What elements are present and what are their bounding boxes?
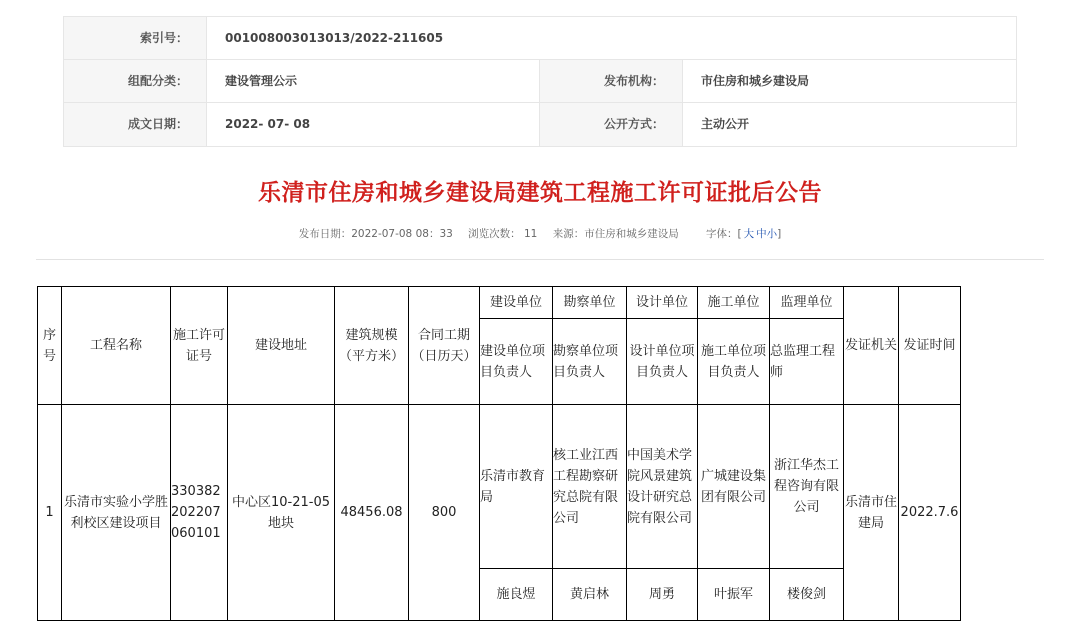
cell-supervisor: 楼俊剑 <box>770 569 844 621</box>
cell-design-lead: 周勇 <box>627 569 698 621</box>
header-design-lead: 设计单位项目负责人 <box>627 319 698 405</box>
header-survey-unit: 勘察单位 <box>553 287 627 319</box>
cell-supervise-unit: 浙江华杰工程咨询有限公司 <box>770 405 844 569</box>
header-scale: 建筑规模（平方米） <box>335 287 409 405</box>
meta-row-category <box>64 60 1016 103</box>
date-value: 2022- 07- 08 <box>207 103 540 146</box>
cell-issue-time: 2022.7.6 <box>899 405 961 621</box>
header-build-unit: 建设单位 <box>480 287 553 319</box>
font-prefix: 字体：[ <box>706 228 742 240</box>
cell-construct-unit: 广城建设集团有限公司 <box>698 405 770 569</box>
category-label: 组配分类： <box>64 60 207 102</box>
category-value: 建设管理公示 <box>207 60 540 102</box>
font-suffix: ] <box>777 228 782 240</box>
publish-date: 发布日期：2022-07-08 08：33 <box>298 228 453 240</box>
cell-address: 中心区10-21-05地块 <box>228 405 335 621</box>
cell-scale: 48456.08 <box>335 405 409 621</box>
header-permit-no: 施工许可证号 <box>171 287 228 405</box>
page-title: 乐清市住房和城乡建设局建筑工程施工许可证批后公告 <box>258 180 822 206</box>
disclosure-label: 公开方式： <box>540 103 683 146</box>
view-count: 浏览次数： 11 <box>468 228 538 240</box>
header-issue-time: 发证时间 <box>899 287 961 405</box>
source: 来源：市住房和城乡建设局 <box>552 228 679 240</box>
cell-build-lead: 施良煜 <box>480 569 553 621</box>
header-construct-unit: 施工单位 <box>698 287 770 319</box>
header-seq: 序号 <box>38 287 62 405</box>
header-survey-lead: 勘察单位项目负责人 <box>553 319 627 405</box>
header-issuer: 发证机关 <box>844 287 899 405</box>
publisher-label: 发布机构： <box>540 60 683 102</box>
header-supervise-unit: 监理单位 <box>770 287 844 319</box>
date-label: 成文日期： <box>64 103 207 146</box>
cell-survey-lead: 黄启林 <box>553 569 627 621</box>
cell-design-unit: 中国美术学院风景建筑设计研究总院有限公司 <box>627 405 698 569</box>
meta-row-index <box>64 17 1016 60</box>
cell-permit-no: 330382202207060101 <box>171 405 228 621</box>
cell-survey-unit: 核工业江西工程勘察研究总院有限公司 <box>553 405 627 569</box>
divider <box>36 259 1044 260</box>
info-panel <box>63 16 1017 147</box>
cell-seq: 1 <box>38 405 62 621</box>
cell-duration: 800 <box>409 405 480 621</box>
index-value: 001008003013013/2022-211605 <box>225 31 444 45</box>
font-size-control <box>706 228 781 240</box>
font-large-link[interactable]: 大 <box>743 228 755 240</box>
table-row <box>38 405 961 569</box>
cell-build-unit: 乐清市教育局 <box>480 405 553 569</box>
header-supervisor: 总监理工程师 <box>770 319 844 405</box>
disclosure-value: 主动公开 <box>701 117 750 131</box>
header-design-unit: 设计单位 <box>627 287 698 319</box>
header-construct-lead: 施工单位项目负责人 <box>698 319 770 405</box>
article-info <box>0 226 1080 241</box>
cell-construct-lead: 叶振军 <box>698 569 770 621</box>
header-build-lead: 建设单位项目负责人 <box>480 319 553 405</box>
index-label: 索引号： <box>64 17 207 59</box>
cell-project-name: 乐清市实验小学胜利校区建设项目 <box>62 405 171 621</box>
publisher-value: 市住房和城乡建设局 <box>701 74 810 88</box>
font-small-link[interactable]: 小 <box>766 228 778 240</box>
cell-issuer: 乐清市住建局 <box>844 405 899 621</box>
header-project-name: 工程名称 <box>62 287 171 405</box>
font-medium-link[interactable]: 中 <box>756 228 767 240</box>
header-row <box>38 287 961 319</box>
permit-table <box>37 286 961 621</box>
header-duration: 合同工期（日历天） <box>409 287 480 405</box>
meta-row-date <box>64 103 1016 146</box>
header-address: 建设地址 <box>228 287 335 405</box>
